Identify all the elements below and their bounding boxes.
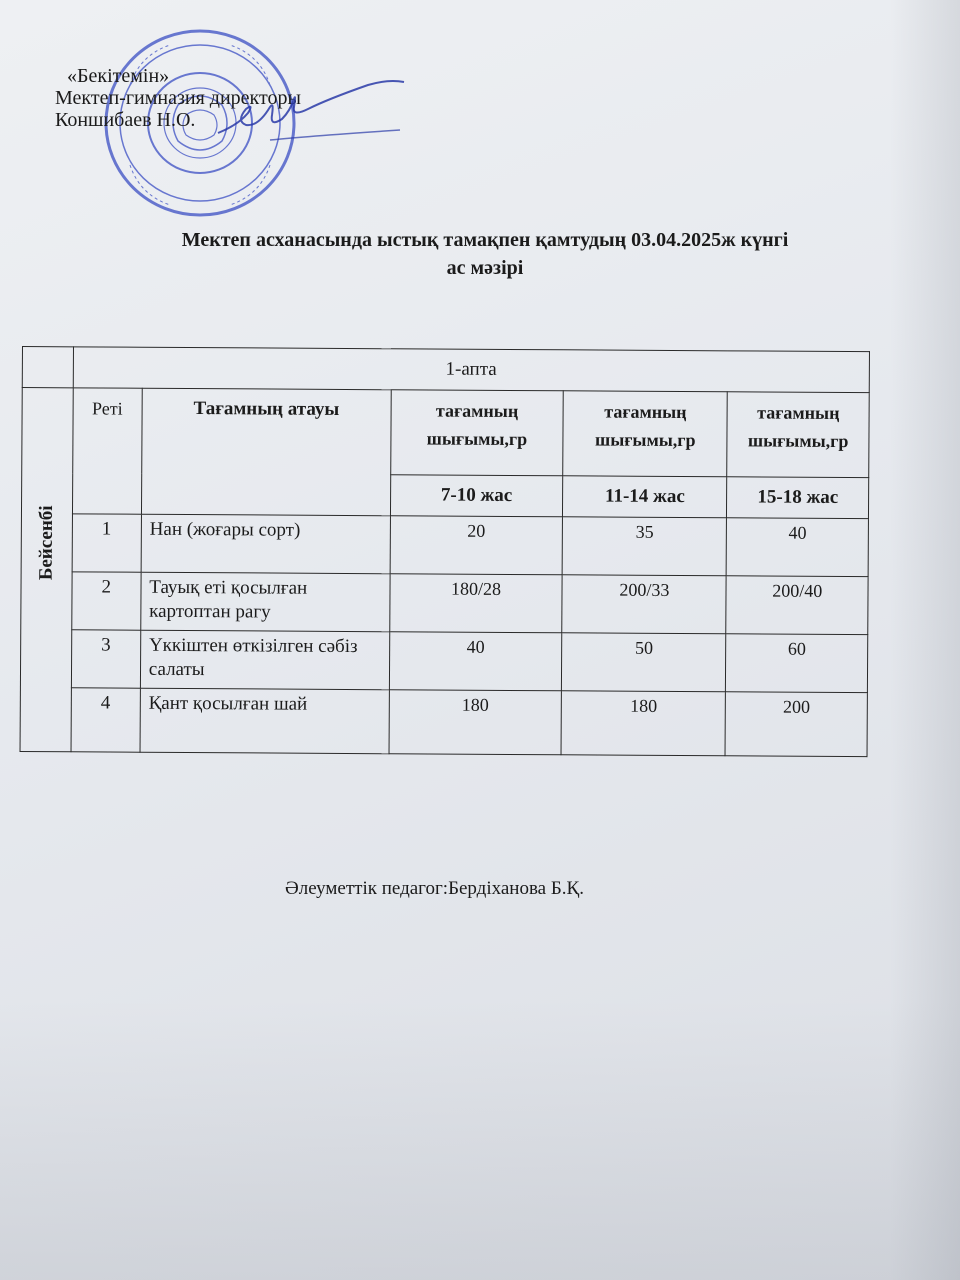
yield-11-14: 180 [561,691,726,756]
title-line-2: ас мәзірі [446,257,524,279]
dish-name: Нан (жоғары сорт) [141,514,390,574]
row-number: 4 [71,688,141,752]
order-header: Реті [72,388,142,514]
yield-11-14: 35 [562,517,727,576]
row-number: 3 [71,630,141,688]
signature-icon [210,78,410,148]
yield-15-18: 200 [725,692,867,757]
header-row [22,388,870,478]
title-line-1: Мектеп асханасында ыстық тамақпен қамтудың 03.04.2025ж күнгі [181,229,789,251]
yield-header-3: тағамның шығымы,гр [727,392,869,478]
yield-11-14: 200/33 [562,575,727,634]
approval-line-1: «Бекітемін» [67,65,170,87]
yield-7-10: 180/28 [389,574,562,633]
approval-line-2: Мектеп-гимназия директоры [55,87,301,109]
table-row [21,571,868,634]
age-header-2: 11-14 жас [563,476,727,518]
yield-11-14: 50 [562,633,727,692]
menu-table [20,346,870,757]
week-label: 1-апта [73,347,870,393]
table-row [20,687,867,756]
dish-name: Тауық еті қосылған картоптан рагу [141,572,390,632]
dish-name: Қант қосылған шай [140,688,389,754]
day-cell [20,388,73,752]
dish-name: Үккіштен өткізілген сәбіз салаты [140,630,389,690]
yield-15-18: 60 [726,634,868,693]
dish-name-header: Тағамның атауы [141,388,391,516]
yield-7-10: 20 [390,516,563,575]
yield-7-10: 40 [389,632,562,691]
row-number: 2 [71,572,141,630]
yield-7-10: 180 [389,690,562,755]
table-row [21,513,868,576]
yield-header-1: тағамның шығымы,гр [390,390,563,476]
document-title [60,226,910,282]
row-number: 1 [72,514,142,572]
week-row [22,347,869,393]
age-header-1: 7-10 жас [390,475,563,517]
table-row [20,629,867,692]
page-bottom-shadow [0,1000,960,1280]
yield-15-18: 200/40 [726,576,868,635]
day-label: Бейсенбі [35,504,57,580]
approval-line-3: Коншибаев Н.О. [55,109,196,131]
footer-signature-line: Әлеуметтік педагог:Бердіханова Б.Қ. [285,878,584,899]
yield-15-18: 40 [727,518,869,577]
yield-header-2: тағамның шығымы,гр [563,391,728,477]
corner-cell [22,347,73,388]
age-header-3: 15-18 жас [727,477,869,519]
